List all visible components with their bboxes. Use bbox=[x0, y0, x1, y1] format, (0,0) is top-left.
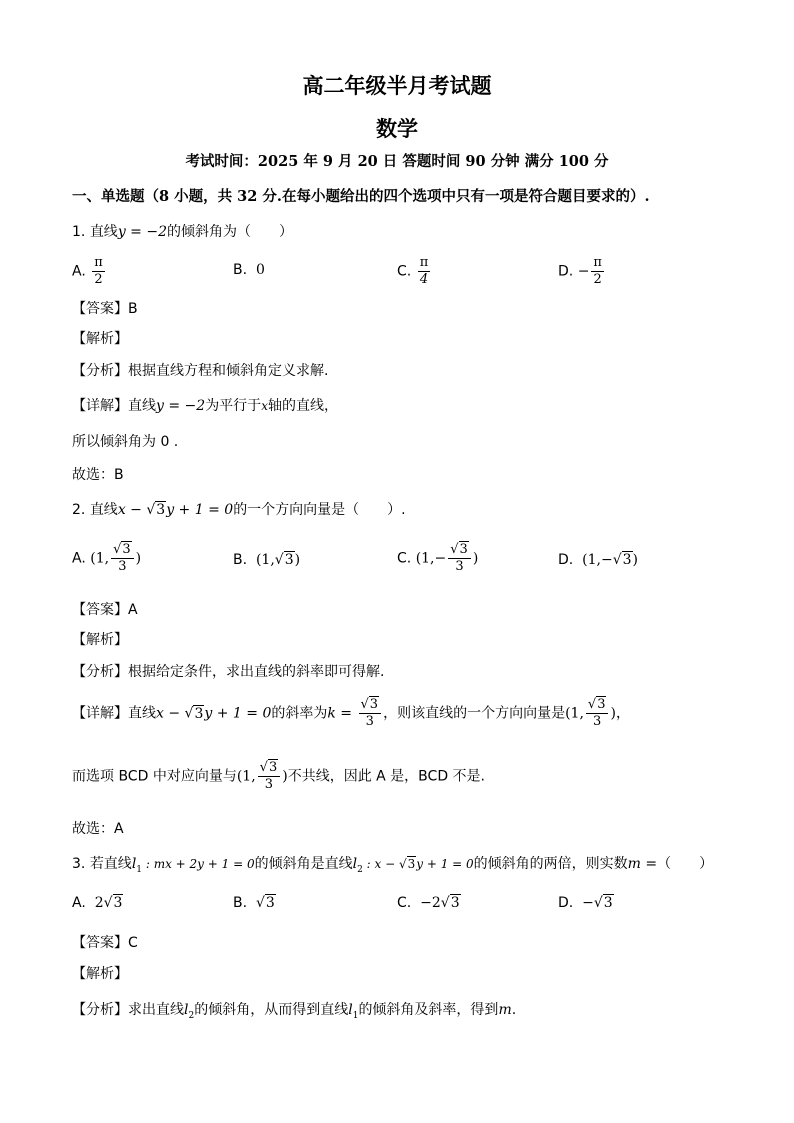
radicand: 3 bbox=[369, 697, 379, 712]
analysis-text: . bbox=[511, 1002, 517, 1018]
question-text: =（ ） bbox=[640, 856, 714, 872]
radicand: 3 bbox=[603, 895, 613, 911]
analysis-text: 【分析】求出直线 bbox=[72, 1002, 184, 1018]
denominator: 2 bbox=[593, 272, 602, 287]
math-expression: y = −2 bbox=[117, 224, 167, 240]
vector-close: ) bbox=[294, 552, 301, 568]
radicand: 3 bbox=[122, 542, 131, 557]
sqrt-expression: √3 bbox=[274, 552, 294, 568]
question-text: 的倾斜角的两倍，则实数 bbox=[473, 856, 628, 872]
option-a bbox=[72, 895, 123, 911]
math-variable: m bbox=[627, 856, 641, 872]
numerator: π bbox=[593, 255, 602, 270]
option-c bbox=[397, 255, 432, 288]
vector-open: (1, bbox=[236, 768, 256, 785]
vector-close: ) bbox=[282, 768, 288, 785]
vector-close: ) bbox=[135, 550, 142, 567]
question-text: 直线 bbox=[89, 224, 118, 240]
numerator: √3 bbox=[359, 697, 382, 714]
option-a bbox=[72, 542, 141, 575]
vector-open: (1,− bbox=[415, 550, 447, 567]
detail-text: 为平行于 bbox=[205, 398, 262, 414]
option-d bbox=[558, 895, 614, 911]
math-variable: x bbox=[261, 399, 268, 413]
radicand: 3 bbox=[622, 552, 632, 568]
option-label: B. bbox=[233, 895, 248, 911]
section-heading: 一、单选题（8 小题，共 32 分.在每小题给出的四个选项中只有一项是符合题目要求的）. bbox=[72, 188, 650, 205]
option-d bbox=[558, 552, 638, 568]
fraction bbox=[586, 697, 609, 730]
fraction bbox=[111, 542, 134, 575]
line-symbol: l bbox=[184, 1002, 189, 1018]
question-text: 直线 bbox=[89, 502, 118, 518]
detail-text: 的斜率为 bbox=[271, 705, 328, 722]
fraction bbox=[418, 255, 431, 288]
choice-1: 故选：B bbox=[72, 467, 124, 483]
option-label: D. bbox=[558, 552, 574, 568]
option-c bbox=[397, 895, 461, 911]
vector-open: (1, bbox=[255, 552, 275, 568]
math-expression: y + 1 = 0 bbox=[416, 857, 474, 871]
radicand: 3 bbox=[194, 705, 204, 722]
denominator: 3 bbox=[455, 559, 464, 574]
analysis-text: 的倾斜角，从而得到直线 bbox=[194, 1002, 349, 1018]
question-text: 的倾斜角为（ ） bbox=[167, 224, 293, 240]
line-symbol: l bbox=[131, 856, 137, 872]
analysis-text: 的倾斜角及斜率，得到 bbox=[358, 1002, 499, 1018]
radicand: 3 bbox=[156, 502, 166, 518]
question-number: 2. bbox=[72, 502, 86, 518]
math-expression: x − bbox=[156, 705, 185, 722]
sqrt-expression: √3 bbox=[440, 895, 460, 911]
fraction bbox=[448, 542, 471, 575]
radicand: 3 bbox=[597, 697, 606, 712]
numerator: √3 bbox=[448, 542, 471, 559]
analysis-heading-2: 【解析】 bbox=[72, 632, 128, 648]
numerator: √3 bbox=[258, 760, 281, 777]
option-label: A. bbox=[72, 263, 86, 280]
vector-open: (1, bbox=[90, 550, 110, 567]
answer-1: 【答案】B bbox=[72, 301, 138, 317]
analysis-2: 【分析】根据给定条件，求出直线的斜率即可得解. bbox=[72, 664, 385, 680]
option-label: C. bbox=[397, 895, 412, 911]
radicand: 3 bbox=[407, 857, 416, 871]
math-expression: y + 1 = 0 bbox=[204, 705, 272, 722]
option-label: C. bbox=[397, 550, 412, 567]
subscript: 2 bbox=[188, 1010, 195, 1021]
radicand: 3 bbox=[459, 542, 468, 557]
sqrt-expression: √3 bbox=[146, 502, 166, 518]
subscript: 2 bbox=[357, 864, 363, 875]
numerator: √3 bbox=[111, 542, 134, 559]
denominator: 3 bbox=[593, 714, 602, 729]
sqrt-expression: √3 bbox=[398, 857, 416, 871]
option-c bbox=[397, 542, 478, 575]
detail-text: 不共线，因此 A 是，BCD 不是. bbox=[287, 768, 485, 785]
question-text: 的倾斜角是直线 bbox=[254, 856, 353, 872]
math-expression: : mx + 2y + 1 = 0 bbox=[142, 857, 255, 871]
option-b bbox=[233, 552, 300, 568]
numerator: π bbox=[419, 255, 429, 270]
option-label: A. bbox=[72, 550, 86, 567]
coefficient: −2 bbox=[420, 895, 441, 911]
subscript: 1 bbox=[136, 864, 143, 875]
subject-title: 数学 bbox=[376, 116, 418, 141]
denominator: 3 bbox=[365, 714, 374, 729]
math-expression: y = −2 bbox=[156, 398, 206, 414]
sqrt-expression: √3 bbox=[612, 552, 632, 568]
vector-open: (1,− bbox=[582, 552, 613, 568]
page-title: 高二年级半月考试题 bbox=[302, 73, 492, 98]
fraction bbox=[92, 255, 105, 288]
detail-1 bbox=[72, 395, 338, 415]
detail-1-line2: 所以倾斜角为 0 . bbox=[72, 434, 179, 450]
detail-2-line2 bbox=[72, 760, 485, 793]
vector-open: (1, bbox=[565, 705, 584, 722]
question-3 bbox=[72, 853, 713, 875]
option-label: C. bbox=[397, 263, 412, 280]
question-text: 的一个方向向量是（ ）. bbox=[233, 502, 406, 518]
option-value: 0 bbox=[255, 262, 265, 278]
question-text: 若直线 bbox=[89, 856, 132, 872]
detail-text: 【详解】直线 bbox=[72, 705, 156, 722]
fraction bbox=[359, 697, 382, 730]
detail-2 bbox=[72, 697, 630, 730]
fraction bbox=[258, 760, 281, 793]
radicand: 3 bbox=[450, 895, 460, 911]
option-d bbox=[558, 255, 606, 288]
math-expression: k = bbox=[327, 705, 357, 722]
option-b bbox=[233, 262, 265, 278]
sqrt-expression: √3 bbox=[255, 895, 275, 911]
option-label: D. bbox=[558, 895, 574, 911]
option-b bbox=[233, 895, 276, 911]
coefficient: 2 bbox=[94, 895, 104, 911]
analysis-1: 【分析】根据直线方程和倾斜角定义求解. bbox=[72, 363, 329, 379]
numerator: π bbox=[94, 255, 103, 270]
denominator: 4 bbox=[419, 272, 429, 287]
detail-text: 轴的直线， bbox=[267, 398, 338, 414]
question-number: 1. bbox=[72, 224, 86, 240]
question-2 bbox=[72, 499, 406, 519]
denominator: 2 bbox=[94, 272, 103, 287]
sqrt-expression: √3 bbox=[103, 895, 123, 911]
sqrt-expression: √3 bbox=[184, 705, 204, 722]
choice-2: 故选：A bbox=[72, 821, 124, 837]
numerator: √3 bbox=[586, 697, 609, 714]
sqrt-expression: √3 bbox=[593, 895, 613, 911]
coefficient: − bbox=[582, 895, 594, 911]
line-symbol: l bbox=[352, 856, 358, 872]
analysis-heading-3: 【解析】 bbox=[72, 966, 128, 982]
option-label: B. bbox=[233, 262, 248, 278]
detail-text: 【详解】直线 bbox=[72, 398, 156, 414]
minus-sign: − bbox=[577, 263, 590, 280]
radicand: 3 bbox=[284, 552, 294, 568]
detail-text: 而选项 BCD 中对应向量与 bbox=[72, 768, 237, 785]
math-expression: y + 1 = 0 bbox=[166, 502, 234, 518]
radicand: 3 bbox=[265, 895, 275, 911]
question-number: 3. bbox=[72, 856, 86, 872]
option-label: B. bbox=[233, 552, 248, 568]
fraction bbox=[591, 255, 604, 288]
analysis-3 bbox=[72, 999, 516, 1021]
math-expression: x − bbox=[117, 502, 147, 518]
radicand: 3 bbox=[113, 895, 123, 911]
question-1 bbox=[72, 221, 293, 241]
detail-text: ，则该直线的一个方向向量是 bbox=[383, 705, 566, 722]
vector-close: ) bbox=[632, 552, 639, 568]
option-label: D. bbox=[558, 263, 574, 280]
option-a bbox=[72, 255, 107, 288]
radicand: 3 bbox=[268, 760, 278, 775]
answer-3: 【答案】C bbox=[72, 935, 138, 951]
analysis-heading-1: 【解析】 bbox=[72, 331, 128, 347]
math-variable: m bbox=[498, 1002, 512, 1018]
option-label: A. bbox=[72, 895, 86, 911]
vector-close: ) bbox=[472, 550, 479, 567]
subscript: 1 bbox=[352, 1010, 359, 1021]
denominator: 3 bbox=[264, 777, 274, 792]
vector-close: ) bbox=[610, 705, 616, 722]
exam-info: 考试时间：2025 年 9 月 20 日 答题时间 90 分钟 满分 100 分 bbox=[185, 153, 609, 170]
detail-text: ， bbox=[615, 705, 630, 722]
answer-2: 【答案】A bbox=[72, 602, 138, 618]
math-expression: : x − bbox=[362, 857, 399, 871]
line-symbol: l bbox=[348, 1002, 353, 1018]
denominator: 3 bbox=[118, 559, 127, 574]
